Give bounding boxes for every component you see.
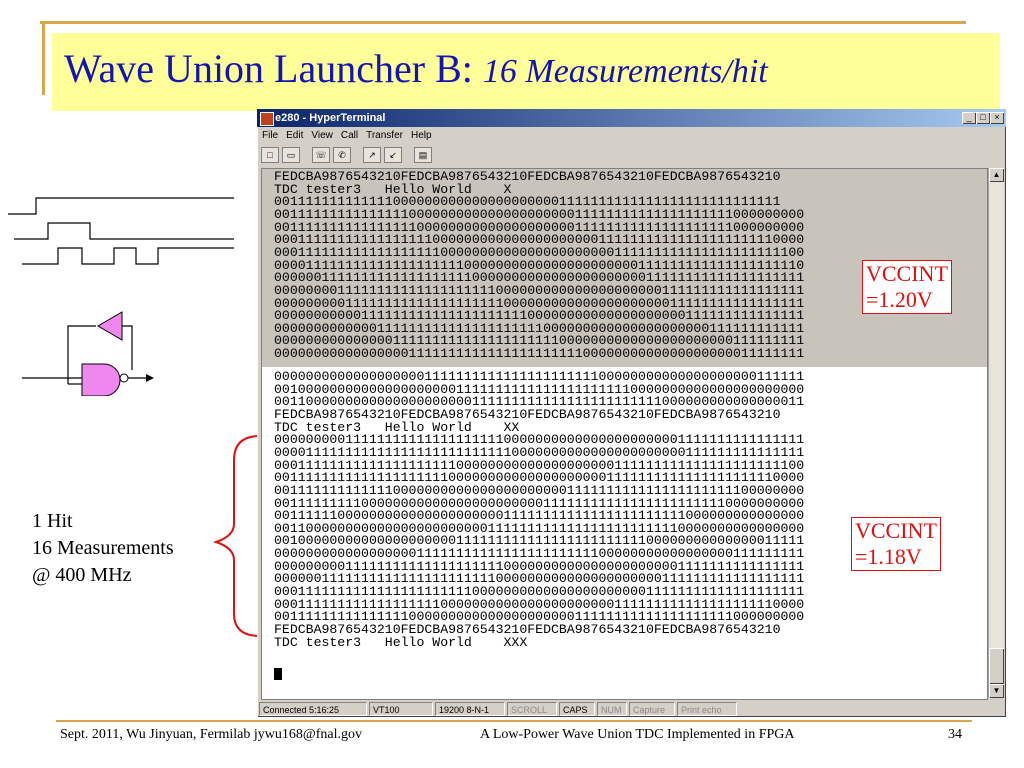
top-rule: [40, 21, 966, 24]
menu-file[interactable]: File: [262, 130, 279, 141]
screen-line: FEDCBA9876543210FEDCBA9876543210FEDCBA9876543210FEDCBA9876543210: [274, 406, 781, 422]
screen-line: 0000000001111111111111111111100000000000000000000001111111111111111: [274, 432, 805, 448]
status-emulation: VT100: [369, 702, 433, 716]
status-baud: 19200 8-N-1: [435, 702, 505, 716]
scroll-thumb[interactable]: [989, 648, 1004, 684]
screen-line: TDC tester3 Hello World XX: [274, 419, 520, 435]
page-number: 34: [948, 727, 962, 742]
nand-gate: [82, 364, 120, 396]
screen-line: 0011111111100000000000000000000000111111111111111111111110000000000: [274, 495, 805, 511]
vccint-label-1: [862, 260, 952, 314]
screen-line: 0011000000000000000000000001111111111111111111111110000000000000000: [274, 520, 805, 536]
window-titlebar: [257, 109, 1006, 127]
buffer-gate: [98, 312, 122, 340]
vccint-1-name: VCCINT: [866, 261, 948, 286]
scrollback-line: FEDCBA9876543210FEDCBA9876543210FEDCBA9876543210FEDCBA9876543210: [274, 169, 781, 184]
screen-line: TDC tester3 Hello World XXX: [274, 634, 528, 650]
scrollback-line: 0011111111111111100000000000000000000011111111111111111111000000000: [274, 206, 805, 222]
toolbar: [261, 146, 432, 164]
scrollback-line: 0001111111111111111100000000000000000000011111111111111111111110000: [274, 232, 805, 248]
status-capture: Capture: [629, 702, 675, 716]
waveform-1: [8, 198, 234, 214]
screen-line: 0011000000000000000000000111111111111111111111111000000000000000011: [274, 394, 805, 410]
menu-call[interactable]: Call: [340, 130, 359, 141]
close-button[interactable]: ×: [990, 112, 1004, 124]
connect-icon[interactable]: ☏: [312, 147, 330, 163]
scrollback-line: 0000000000011111111111111111111100000000000000000000111111111111111: [274, 308, 805, 324]
screen-line: 0011111111111111111111000000000000000000001111111111111111111110000: [274, 470, 805, 486]
hit-line-2: 16 Measurements: [32, 537, 174, 559]
screen-line: 0000001111111111111111111111000000000000000000000111111111111111111: [274, 571, 805, 587]
slide-title: [64, 38, 768, 103]
screen-line: 0011111100000000000000000000011111111111111111111111000000000000000: [274, 508, 805, 524]
scrollback-line: 0000000000000001111111111111111111110000000000000000000000111111111: [274, 333, 805, 349]
bottom-rule: [56, 720, 972, 722]
new-icon[interactable]: □: [261, 147, 279, 163]
scrollback-line: 0011111111111110000000000000000000001111111111111111111111111111: [274, 194, 781, 210]
disconnect-icon[interactable]: ✆: [333, 147, 351, 163]
waveform-2: [14, 223, 234, 239]
screen-line: 0011111111111111100000000000000000000011111111111111111111000000000: [274, 609, 805, 625]
vccint-label-2: [851, 517, 941, 571]
properties-icon[interactable]: ▤: [414, 147, 432, 163]
footer-title: A Low-Power Wave Union TDC Implemented in FPGA: [480, 727, 795, 742]
status-print-echo: Print echo: [677, 702, 737, 716]
scrollback-line: 0000111111111111111111110000000000000000000000111111111111111111110: [274, 257, 805, 273]
screen-line: 0001111111111111111110000000000000000000000111111111111111111110000: [274, 596, 805, 612]
send-icon[interactable]: ↗: [363, 147, 381, 163]
receive-icon[interactable]: ↙: [384, 147, 402, 163]
footer-author: Sept. 2011, Wu Jinyuan, Fermilab jywu168@fnal.gov: [60, 727, 363, 742]
menubar: [261, 128, 433, 144]
scrollback-line: 0011111111111111110000000000000000000011111111111111111111000000000: [274, 219, 805, 235]
scroll-up-icon[interactable]: ▲: [989, 168, 1004, 182]
vertical-scrollbar[interactable]: [988, 168, 1004, 698]
waveform-3: [22, 248, 234, 264]
minimize-button[interactable]: _: [962, 112, 976, 124]
screen-line: 0000000000000000000111111111111111111111100000000000000000000111111: [274, 369, 805, 384]
vccint-1-value: =1.20V: [866, 287, 933, 312]
hit-line-1: 1 Hit: [32, 510, 73, 532]
scrollback-line: 0000000001111111111111111111100000000000000000000011111111111111111: [274, 295, 805, 311]
screen-line: 0010000000000000000000011111111111111111111111100000000000000011111: [274, 533, 805, 549]
screen-line: 0010000000000000000000011111111111111111111110000000000000000000000: [274, 381, 805, 397]
scrollback-line: 0000000011111111111111111111000000000000000000000111111111111111111: [274, 282, 805, 298]
scrollback-line: 0001111111111111111110000000000000000000000111111111111111111111100: [274, 244, 805, 260]
waveform-diagram: [8, 186, 244, 270]
app-icon: [260, 112, 274, 126]
status-caps: CAPS: [559, 702, 595, 716]
menu-edit[interactable]: Edit: [286, 130, 304, 141]
scrollback-line: 0000001111111111111111111000000000000000000000011111111111111111111: [274, 270, 805, 286]
maximize-button[interactable]: □: [976, 112, 990, 124]
screen-line: 0000111111111111111111111111110000000000000000000000111111111111111: [274, 444, 805, 460]
scrollback-line: 0000000000000000011111111111111111111110000000000000000000011111111: [274, 346, 805, 362]
screen-line: 0000000000000000001111111111111111111111100000000000000000111111111: [274, 546, 805, 562]
logic-circuit: [22, 304, 162, 396]
status-connected: Connected 5:16:25: [259, 702, 367, 716]
screen-line: FEDCBA9876543210FEDCBA9876543210FEDCBA9876543210FEDCBA9876543210: [274, 622, 781, 637]
scrollback-line: 0000000000000111111111111111111111000000000000000000000111111111111: [274, 320, 805, 336]
open-icon[interactable]: ▭: [282, 147, 300, 163]
scrollback-line: TDC tester3 Hello World X: [274, 181, 512, 197]
slide-title-main: Wave Union Launcher B:: [64, 46, 473, 91]
brace-bracket: [210, 432, 264, 642]
screen-line: 0000000001111111111111111111100000000000000000000001111111111111111: [274, 558, 805, 574]
slide-title-sub: 16 Measurements/hit: [482, 53, 768, 90]
screen-line: 0011111111111110000000000000000000000111111111111111111111100000000: [274, 482, 805, 498]
hyperterminal-window: [257, 109, 1006, 717]
screen-line: 0001111111111111111111111000000000000000000000011111111111111111111: [274, 584, 805, 600]
status-scroll: SCROLL: [507, 702, 557, 716]
screen-line: 0001111111111111111111100000000000000000000111111111111111111111100: [274, 457, 805, 473]
vccint-2-value: =1.18V: [855, 544, 922, 569]
statusbar: [259, 702, 737, 716]
nand-bubble: [120, 374, 128, 382]
menu-help[interactable]: Help: [410, 130, 432, 141]
hit-annotation: [32, 508, 174, 589]
output-arrow: [146, 374, 154, 382]
menu-transfer[interactable]: Transfer: [366, 130, 403, 141]
menu-view[interactable]: View: [311, 130, 333, 141]
scroll-down-icon[interactable]: ▼: [989, 684, 1004, 698]
terminal-area[interactable]: [261, 168, 988, 700]
left-rule: [42, 21, 45, 95]
hit-line-3: @ 400 MHz: [32, 564, 132, 586]
vccint-2-name: VCCINT: [855, 518, 937, 543]
text-cursor: [274, 668, 282, 680]
status-num: NUM: [597, 702, 627, 716]
window-title: e280 - HyperTerminal: [275, 112, 386, 124]
